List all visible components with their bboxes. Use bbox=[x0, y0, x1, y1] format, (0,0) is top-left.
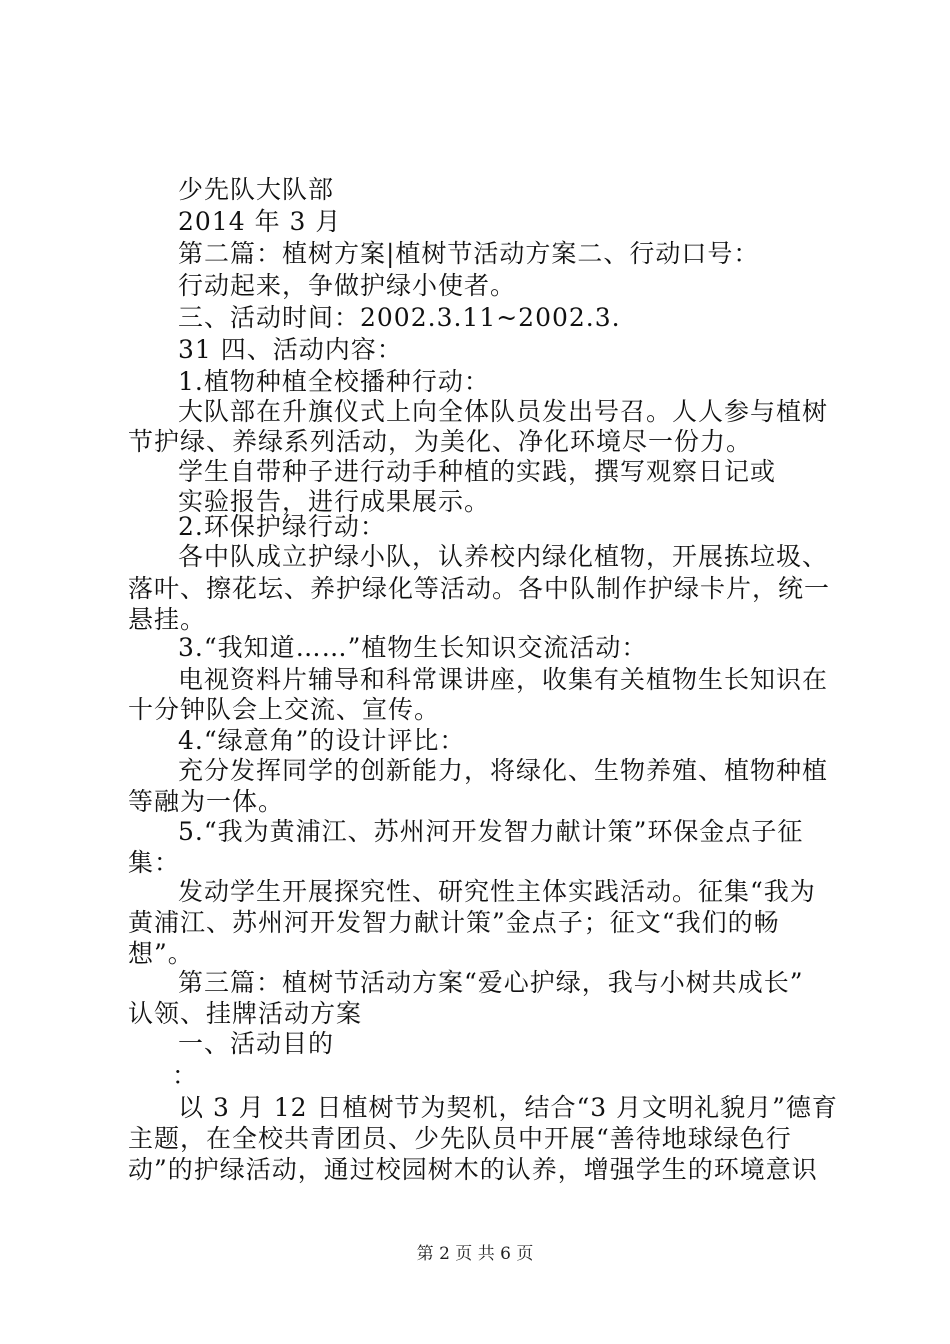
page-number-footer: 第 2 页 共 6 页 bbox=[416, 1244, 534, 1264]
text-line: 实验报告，进行成果展示。 bbox=[178, 487, 491, 516]
text-line: 行动起来，争做护绿小使者。 bbox=[178, 271, 517, 300]
text-line: ： bbox=[172, 1061, 199, 1090]
text-line: 1.植物种植全校播种行动： bbox=[178, 367, 490, 396]
text-line: 3.“我知道……”植物生长知识交流活动： bbox=[178, 633, 648, 662]
text-line: 以 3 月 12 日植树节为契机，结合“3 月文明礼貌月”德育 bbox=[178, 1093, 838, 1122]
text-line: 三、活动时间：2002.3.11~2002.3. bbox=[178, 303, 621, 332]
text-line: 31 四、活动内容： bbox=[178, 335, 403, 364]
text-line: 发动学生开展探究性、研究性主体实践活动。征集“我为 bbox=[178, 877, 816, 906]
text-line: 学生自带种子进行动手种植的实践，撰写观察日记或 bbox=[178, 457, 777, 486]
text-line: 电视资料片辅导和科常课讲座，收集有关植物生长知识在 bbox=[178, 665, 829, 694]
text-line: 认领、挂牌活动方案 bbox=[128, 999, 363, 1028]
text-line: 黄浦江、苏州河开发智力献计策”金点子；征文“我们的畅 bbox=[128, 908, 780, 937]
text-line: 2.环保护绿行动： bbox=[178, 512, 386, 541]
text-line: 大队部在升旗仪式上向全体队员发出号召。人人参与植树 bbox=[178, 397, 829, 426]
text-line: 悬挂。 bbox=[128, 605, 207, 634]
text-line: 动”的护绿活动，通过校园树木的认养，增强学生的环境意识 bbox=[128, 1155, 818, 1184]
text-line: 十分钟队会上交流、宣传。 bbox=[128, 695, 441, 724]
text-line: 第二篇：植树方案|植树节活动方案二、行动口号： bbox=[178, 239, 760, 268]
text-line: 4.“绿意角”的设计评比： bbox=[178, 726, 466, 755]
text-line: 各中队成立护绿小队，认养校内绿化植物，开展拣垃圾、 bbox=[178, 542, 829, 571]
text-line: 主题，在全校共青团员、少先队员中开展“善待地球绿色行 bbox=[128, 1124, 792, 1153]
text-line: 落叶、擦花坛、养护绿化等活动。各中队制作护绿卡片，统一 bbox=[128, 574, 831, 603]
text-line: 2014 年 3 月 bbox=[178, 207, 342, 236]
text-line: 想”。 bbox=[128, 939, 194, 968]
text-line: 一、活动目的 bbox=[178, 1029, 335, 1058]
text-line: 第三篇：植树节活动方案“爱心护绿，我与小树共成长” bbox=[178, 968, 804, 997]
text-line: 少先队大队部 bbox=[178, 175, 335, 204]
text-line: 5.“我为黄浦江、苏州河开发智力献计策”环保金点子征 bbox=[178, 817, 804, 846]
text-line: 等融为一体。 bbox=[128, 787, 285, 816]
text-line: 充分发挥同学的创新能力，将绿化、生物养殖、植物种植 bbox=[178, 756, 829, 785]
text-line: 集： bbox=[128, 848, 181, 877]
text-line: 节护绿、养绿系列活动，为美化、净化环境尽一份力。 bbox=[128, 427, 753, 456]
